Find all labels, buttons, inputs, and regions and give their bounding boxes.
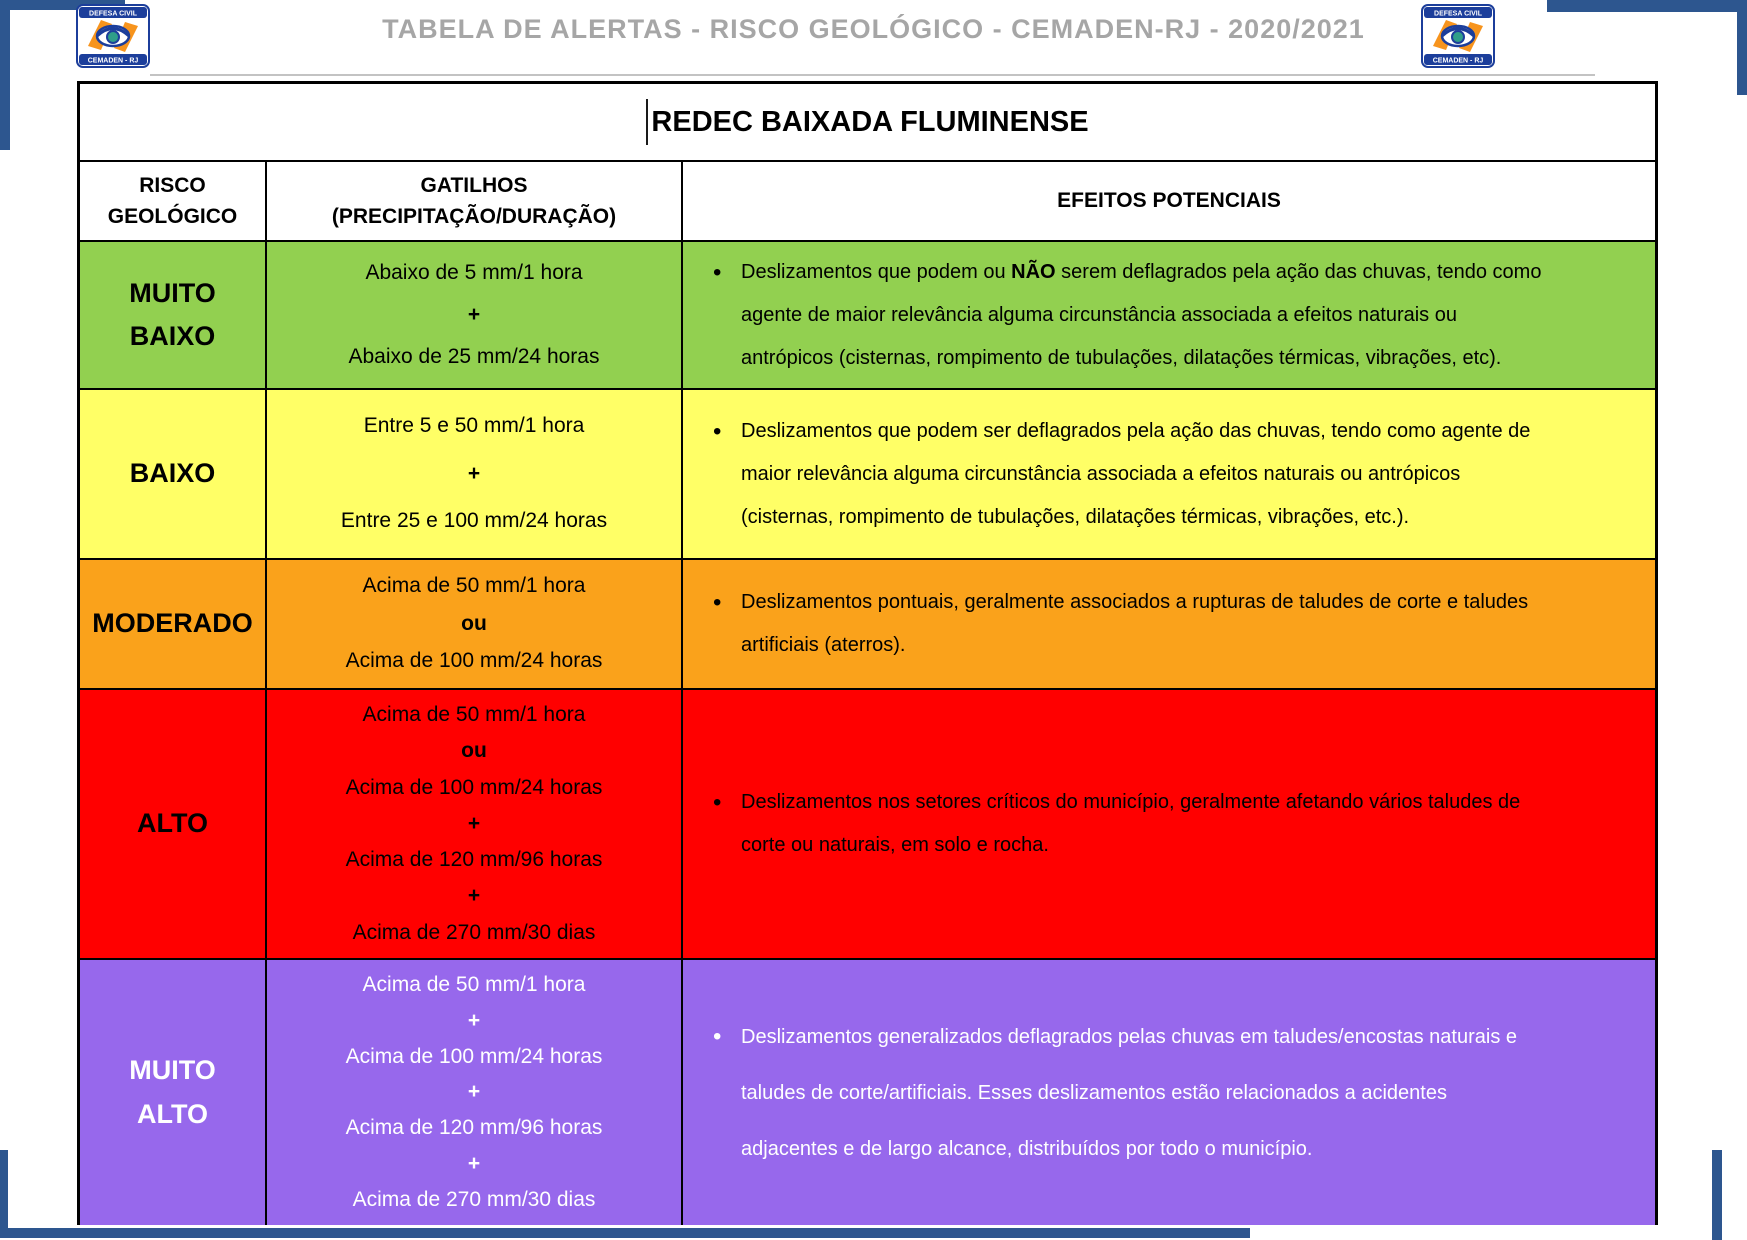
page-title: TABELA DE ALERTAS - RISCO GEOLÓGICO - CEMADEN-RJ - 2020/2021 [382, 14, 1365, 44]
effect-text-line: agente de maior relevância alguma circunstância associada a efeitos naturais ou [741, 303, 1457, 326]
risk-level-cell [80, 242, 265, 388]
effect-text-line: (cisternas, rompimento de tubulações, dilatações térmicas, vibrações, etc.). [741, 505, 1410, 528]
effects-lines [741, 1009, 1517, 1177]
risk-level-cell [80, 690, 265, 958]
header-rule [150, 74, 1595, 76]
logo-bottom-label: CEMADEN - RJ [87, 57, 139, 65]
trigger-line: + [467, 1080, 481, 1104]
header-line: GATILHOS [420, 173, 528, 197]
trigger-line: + [467, 1008, 481, 1032]
bullet-icon: • [713, 589, 722, 616]
header-line: RISCO [139, 173, 206, 197]
trigger-line: Entre 25 e 100 mm/24 horas [340, 509, 608, 533]
trigger-line: Entre 5 e 50 mm/1 hora [363, 414, 585, 438]
triggers-cell [265, 960, 681, 1225]
frame-bottom-left-vertical [0, 1150, 8, 1232]
trigger-line: Abaixo de 5 mm/1 hora [365, 260, 583, 284]
table-row [80, 388, 1655, 558]
frame-top-right-horizontal [1547, 0, 1747, 12]
risk-level-label: BAIXO [129, 321, 216, 351]
trigger-line: ou [461, 611, 487, 635]
risk-level-label: ALTO [137, 808, 208, 839]
risk-rows [80, 240, 1655, 1225]
trigger-line: Acima de 270 mm/30 dias [352, 920, 596, 944]
triggers-cell [265, 242, 681, 388]
alerts-table [77, 81, 1658, 1225]
risk-level-label: MODERADO [92, 608, 253, 639]
effect-text-line: maior relevância alguma circunstância associada a efeitos naturais ou antrópicos [741, 462, 1461, 485]
risk-level-cell [80, 960, 265, 1225]
table-row [80, 558, 1655, 688]
trigger-line: + [467, 1152, 481, 1176]
bullet-icon: • [713, 1022, 722, 1050]
trigger-line: Abaixo de 25 mm/24 horas [348, 344, 600, 368]
frame-bottom-horizontal [0, 1228, 1250, 1238]
trigger-line: Acima de 100 mm/24 horas [345, 1044, 603, 1068]
trigger-line: Acima de 50 mm/1 hora [362, 703, 586, 727]
table-header-row [80, 160, 1655, 240]
effect-text-line: artificiais (aterros). [741, 634, 906, 656]
header-line: GEOLÓGICO [107, 205, 238, 228]
table-title-row [80, 84, 1655, 160]
table-row [80, 958, 1655, 1225]
effect-text-line: Deslizamentos pontuais, geralmente associados a rupturas de taludes de corte e taludes [741, 591, 1529, 613]
effects-cell [681, 690, 1655, 958]
logo-bottom-label: CEMADEN - RJ [1432, 57, 1484, 65]
header-risco-geologico [80, 162, 265, 240]
trigger-line: + [467, 461, 481, 485]
risk-level-label: MUITO [129, 277, 216, 308]
bullet-icon: • [713, 417, 722, 445]
risk-level-cell [80, 390, 265, 558]
triggers-cell [265, 690, 681, 958]
effects-cell [681, 960, 1655, 1225]
frame-bottom-right-vertical [1712, 1150, 1722, 1240]
trigger-line: Acima de 120 mm/96 horas [345, 1116, 603, 1140]
effect-text-line: Deslizamentos que podem ser deflagrados pela ação das chuvas, tendo como agente de [741, 419, 1531, 442]
effect-text-line: Deslizamentos generalizados deflagrados pelas chuvas em taludes/encostas naturais e [741, 1025, 1518, 1048]
effects-lines [741, 410, 1530, 539]
trigger-line: Acima de 50 mm/1 hora [362, 972, 586, 996]
trigger-line: Acima de 100 mm/24 horas [345, 775, 603, 799]
effects-lines [741, 251, 1541, 380]
header-line: (PRECIPITAÇÃO/DURAÇÃO) [331, 205, 617, 228]
trigger-line: + [467, 811, 481, 835]
header-gatilhos [265, 162, 681, 240]
logo-top-label: DEFESA CIVIL [89, 10, 137, 18]
effects-cell [681, 242, 1655, 388]
trigger-line: Acima de 50 mm/1 hora [362, 574, 586, 598]
effects-lines [741, 581, 1528, 667]
text-cursor [646, 99, 648, 145]
header-efeitos-potenciais [681, 162, 1655, 240]
logo-top-label: DEFESA CIVIL [1434, 10, 1482, 18]
trigger-line: Acima de 270 mm/30 dias [352, 1188, 596, 1212]
triggers-cell [265, 390, 681, 558]
effect-text-line: antrópicos (cisternas, rompimento de tubulações, dilatações térmicas, vibrações, etc). [741, 346, 1502, 369]
effect-text-line: corte ou naturais, em solo e rocha. [741, 834, 1049, 856]
table-row [80, 688, 1655, 958]
trigger-line: Acima de 100 mm/24 horas [345, 649, 603, 673]
bullet-icon: • [713, 258, 722, 286]
risk-level-label: MUITO [129, 1055, 216, 1086]
effect-text-line: Deslizamentos que podem ou NÃO serem deflagrados pela ação das chuvas, tendo como [741, 260, 1542, 283]
trigger-line: Acima de 120 mm/96 horas [345, 848, 603, 872]
risk-level-cell [80, 560, 265, 688]
triggers-cell [265, 560, 681, 688]
effect-text-line: taludes de corte/artificiais. Esses deslizamentos estão relacionados a acidentes [741, 1081, 1447, 1104]
effect-text-line: Deslizamentos nos setores críticos do município, geralmente afetando vários taludes de [741, 791, 1521, 813]
table-title: REDEC BAIXADA FLUMINENSE [651, 105, 1089, 138]
effect-text-line: adjacentes e de largo alcance, distribuídos por todo o município. [741, 1137, 1313, 1160]
header-line: EFEITOS POTENCIAIS [1057, 189, 1281, 213]
effects-cell [681, 390, 1655, 558]
trigger-line: + [467, 302, 481, 326]
table-row [80, 240, 1655, 388]
risk-level-label: ALTO [137, 1098, 208, 1129]
effects-lines [741, 781, 1520, 867]
risk-level-label: BAIXO [129, 458, 216, 489]
bullet-icon: • [713, 789, 722, 816]
effects-cell [681, 560, 1655, 688]
trigger-line: ou [461, 739, 487, 763]
trigger-line: + [467, 884, 481, 908]
